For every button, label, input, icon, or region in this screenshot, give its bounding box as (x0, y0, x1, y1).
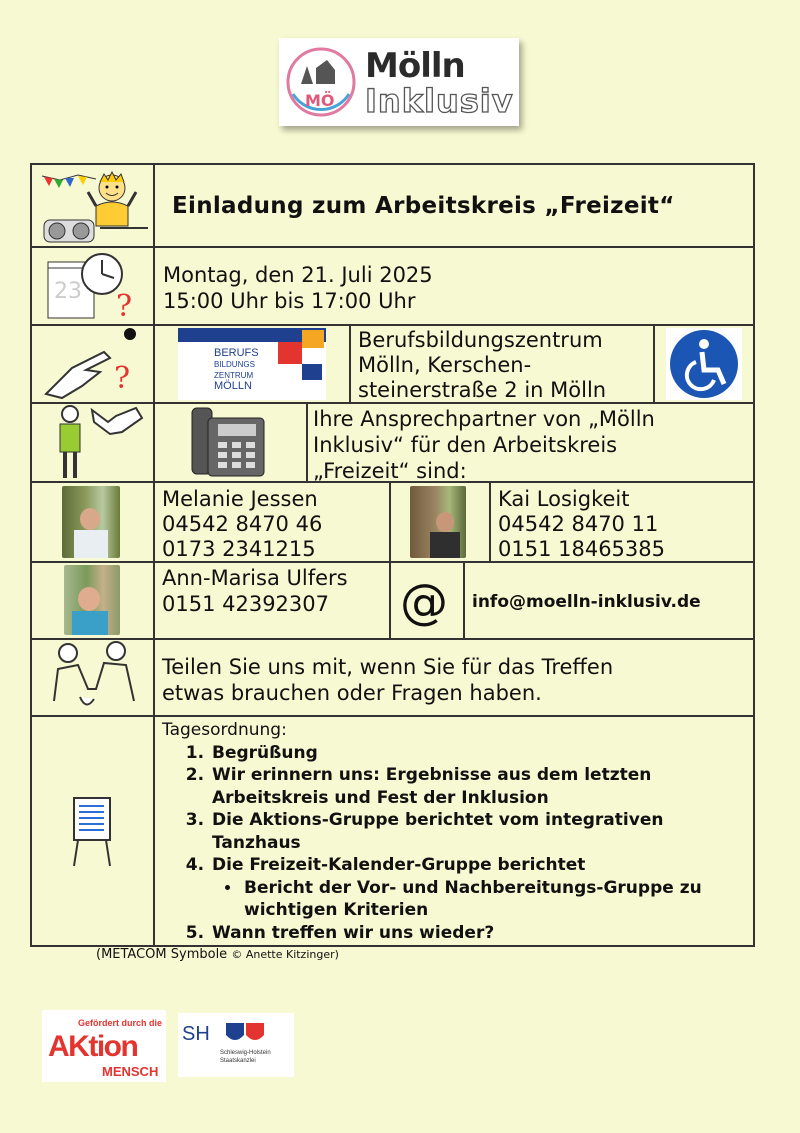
credit-main: (METACOM Symbole (96, 947, 232, 962)
contact-phone: 0151 42392307 (162, 592, 330, 616)
aktion-top: Gefördert durch die (78, 1018, 163, 1028)
agenda-item: 3. Die Aktions-Gruppe berichtet vom integrativen Tanzhaus (210, 809, 742, 854)
agenda-item: 1. Begrüßung (210, 742, 742, 765)
bbz-logo (178, 328, 326, 400)
sh-abbr: SH (182, 1023, 210, 1045)
date-line: Montag, den 21. Juli 2025 (163, 263, 433, 287)
agenda (162, 719, 742, 944)
logo-text-inklusiv: Inklusiv (365, 82, 514, 120)
moelln-inklusiv-logo (279, 38, 519, 126)
agenda-item: 2. Wir erinnern uns: Ergebnisse aus dem letzten Arbeitskreis und Fest der Inklusion (210, 764, 742, 809)
svg-text:?: ? (114, 361, 131, 396)
contact-name: Ann-Marisa Ulfers (162, 566, 348, 590)
contact-photo-kai (410, 486, 466, 558)
party-person-icon (40, 168, 148, 244)
contact-photo-ann-marisa (64, 565, 120, 635)
contact-phone: 04542 8470 46 (162, 512, 323, 536)
email-link[interactable]: info@moelln-inklusiv.de (472, 592, 701, 612)
agenda-heading: Tagesordnung: (162, 720, 287, 740)
aktion-sub: MENSCH (102, 1064, 159, 1079)
request-line: etwas brauchen oder Fragen haben. (162, 681, 542, 705)
bbz-logo-line: MÖLLN (214, 380, 252, 392)
contacts-intro-line: Ihre Ansprechpartner von „Mölln (313, 407, 655, 431)
schleswig-holstein-logo (178, 1013, 294, 1077)
sh-coat-of-arms-icon (224, 1019, 268, 1047)
svg-text:23: 23 (54, 279, 82, 304)
svg-text:@: @ (400, 574, 448, 628)
people-handshake-icon (44, 641, 144, 713)
contact-phone: 04542 8470 11 (498, 512, 659, 536)
sh-line1: Schleswig-Holstein (220, 1050, 271, 1056)
pointing-hand-icon (42, 328, 146, 400)
agenda-sub-item: • Bericht der Vor- und Nachbereitungs-Gruppe zu wichtigen Kriterien (242, 877, 742, 922)
bbz-logo-line: BILDUNGS (214, 360, 255, 369)
page-title: Einladung zum Arbeitskreis „Freizeit“ (172, 193, 675, 219)
bbz-logo-line: ZENTRUM (214, 371, 254, 380)
clock-calendar-icon (44, 250, 148, 322)
logo-emblem-icon (283, 44, 363, 122)
contact-phone: 0173 2341215 (162, 537, 316, 561)
contacts-intro-line: „Freizeit“ sind: (313, 459, 467, 483)
venue-line: steinerstraße 2 in Mölln (358, 378, 607, 402)
aktion-main: AKtion (48, 1030, 138, 1063)
contact-phone: 0151 18465385 (498, 537, 666, 561)
agenda-item: 5. Wann treffen wir uns wieder? (210, 922, 742, 945)
venue-line: Berufsbildungszentrum (358, 328, 603, 352)
contacts-intro-line: Inklusiv“ für den Arbeitskreis (313, 433, 618, 457)
agenda-item-text: Die Freizeit-Kalender-Gruppe berichtet (212, 855, 586, 875)
credit-small: © Anette Kitzinger) (231, 948, 339, 961)
contact-photo-melanie (62, 486, 120, 558)
symbol-credit (96, 947, 339, 962)
flipchart-icon (70, 796, 114, 868)
svg-text:?: ? (116, 289, 133, 322)
agenda-item (210, 854, 742, 922)
svg-text:MÖ: MÖ (305, 91, 335, 110)
bbz-logo-line: BERUFS (214, 347, 259, 359)
request-line: Teilen Sie uns mit, wenn Sie für das Treffen (162, 655, 614, 679)
handshake-icon (52, 404, 148, 480)
contact-name: Kai Losigkeit (498, 487, 630, 511)
contact-name: Melanie Jessen (162, 487, 318, 511)
venue-line: Mölln, Kerschen- (358, 353, 532, 377)
sh-line2: Staatskanzlei (220, 1058, 256, 1064)
aktion-mensch-logo (42, 1010, 166, 1082)
wheelchair-icon (666, 328, 742, 400)
logo-text-moelln: Mölln (365, 46, 465, 86)
time-line: 15:00 Uhr bis 17:00 Uhr (163, 289, 416, 313)
at-sign-icon (398, 572, 454, 628)
telephone-icon (188, 406, 268, 478)
